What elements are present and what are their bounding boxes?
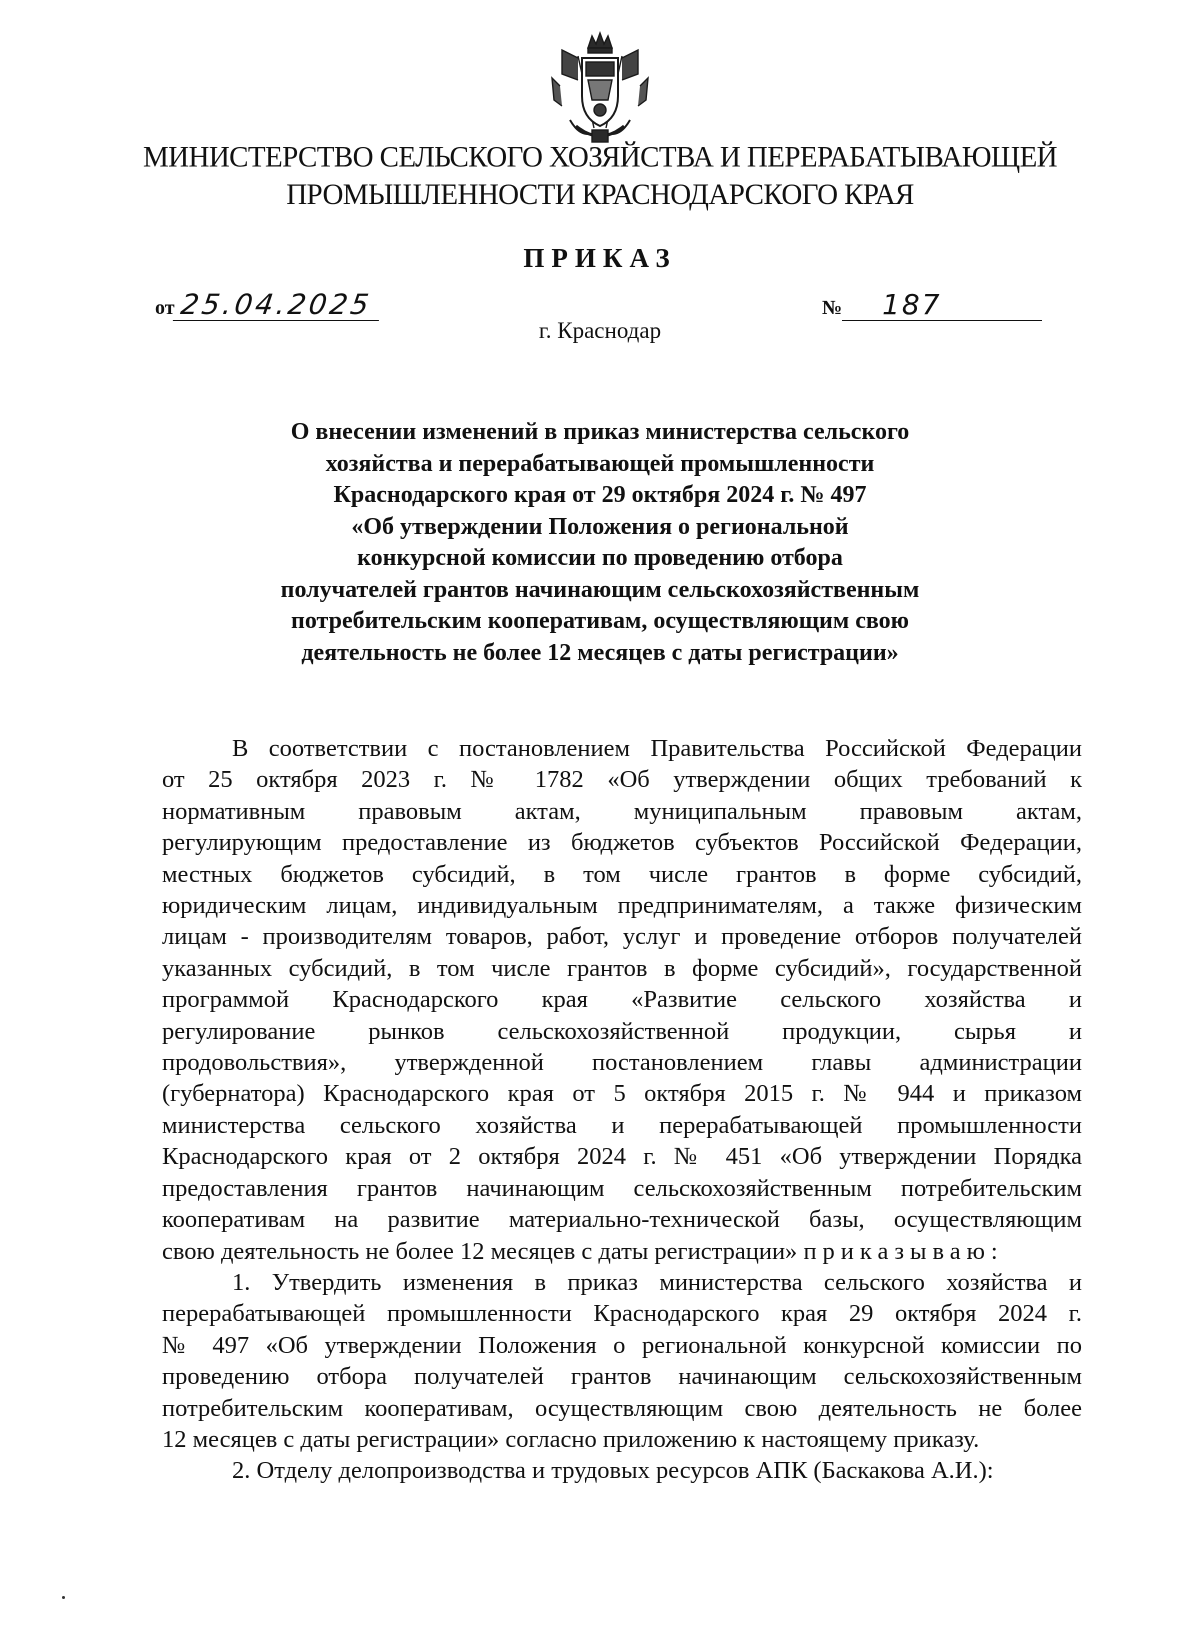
body-line: № 497 «Об утверждении Положения о региональной конкурсной комиссии по — [162, 1331, 1082, 1359]
city: г. Краснодар — [538, 318, 662, 343]
body-line: 1. Утвердить изменения в приказ министерства сельского хозяйства и — [232, 1268, 1082, 1296]
title-line: потребительским кооперативам, осуществляющим свою — [291, 608, 909, 634]
body-line: местных бюджетов субсидий, в том числе грантов в форме субсидий, — [162, 860, 1082, 888]
krasnodar-coat-of-arms-icon — [548, 30, 652, 148]
body-line: перерабатывающей промышленности Краснодарского края 29 октября 2024 г. — [162, 1300, 1082, 1328]
body-line: продовольствия», утвержденной постановлением главы администрации — [162, 1049, 1082, 1077]
body-line: лицам - производителям товаров, работ, услуг и проведение отборов получателей — [162, 923, 1082, 951]
order-body — [162, 733, 1082, 1487]
order-title — [190, 417, 1010, 669]
body-line: указанных субсидий, в том числе грантов в форме субсидий», государственной — [162, 954, 1082, 982]
body-line: (губернатора) Краснодарского края от 5 октября 2015 г. № 944 и приказом — [162, 1080, 1082, 1108]
body-line: регулирование рынков сельскохозяйственной продукции, сырья и — [162, 1017, 1082, 1045]
title-line: «Об утверждении Положения о региональной — [351, 513, 849, 540]
date-field — [155, 290, 381, 321]
number-value: 187 — [842, 290, 1042, 321]
title-line: деятельность не более 12 месяцев с даты регистрации» — [301, 639, 899, 666]
document-type: ПРИКАЗ — [523, 243, 677, 273]
ministry-heading — [100, 139, 1100, 213]
body-line: кооперативам на развитие материально-технической базы, осуществляющим — [162, 1206, 1082, 1234]
date-value: 25.04.2025 — [172, 290, 383, 321]
date-prefix: от — [155, 297, 175, 319]
body-line: юридическим лицам, индивидуальным предпринимателям, а также физическим — [162, 892, 1082, 920]
title-line: О внесении изменений в приказ министерства сельского — [290, 419, 910, 445]
number-prefix: № — [822, 297, 843, 319]
title-line: хозяйства и перерабатывающей промышленности — [325, 450, 875, 477]
body-line: В соответствии с постановлением Правительства Российской Федерации — [232, 735, 1082, 762]
number-field — [822, 290, 1042, 321]
ministry-line-2: ПРОМЫШЛЕННОСТИ КРАСНОДАРСКОГО КРАЯ — [286, 178, 914, 212]
body-line: нормативным правовым актам, муниципальным правовым актам, — [162, 797, 1082, 825]
body-line — [162, 1236, 1082, 1267]
title-line: конкурсной комиссии по проведению отбора — [357, 545, 843, 571]
body-line: 12 месяцев с даты регистрации» согласно приложению к настоящему приказу. — [162, 1425, 980, 1453]
body-line: 2. Отделу делопроизводства и трудовых ресурсов АПК (Баскакова А.И.): — [232, 1457, 994, 1485]
body-line: министерства сельского хозяйства и перерабатывающей промышленности — [162, 1111, 1082, 1139]
order-verb: приказываю: — [803, 1237, 1004, 1265]
body-line: предоставления грантов начинающим сельскохозяйственным потребительским — [162, 1174, 1082, 1202]
body-line: регулирующим предоставление из бюджетов субъектов Российской Федерации, — [162, 829, 1082, 857]
title-line: получателей грантов начинающим сельскохозяйственным — [280, 576, 920, 603]
body-line: программой Краснодарского края «Развитие сельского хозяйства и — [162, 986, 1082, 1014]
body-line: потребительским кооперативам, осуществляющим свою деятельность не более — [162, 1394, 1082, 1422]
body-line: проведению отбора получателей грантов начинающим сельскохозяйственным — [162, 1363, 1082, 1391]
body-line: от 25 октября 2023 г. № 1782 «Об утверждении общих требований к — [162, 766, 1082, 794]
ministry-line-1: МИНИСТЕРСТВО СЕЛЬСКОГО ХОЗЯЙСТВА И ПЕРЕРАБАТЫВАЮЩЕЙ — [142, 140, 1058, 174]
body-line: Краснодарского края от 2 октября 2024 г. № 451 «Об утверждении Порядка — [162, 1143, 1082, 1171]
title-line: Краснодарского края от 29 октября 2024 г. № 497 — [333, 482, 867, 508]
body-line-text: свою деятельность не более 12 месяцев с даты регистрации» — [162, 1237, 798, 1265]
scan-speck — [62, 1596, 65, 1599]
